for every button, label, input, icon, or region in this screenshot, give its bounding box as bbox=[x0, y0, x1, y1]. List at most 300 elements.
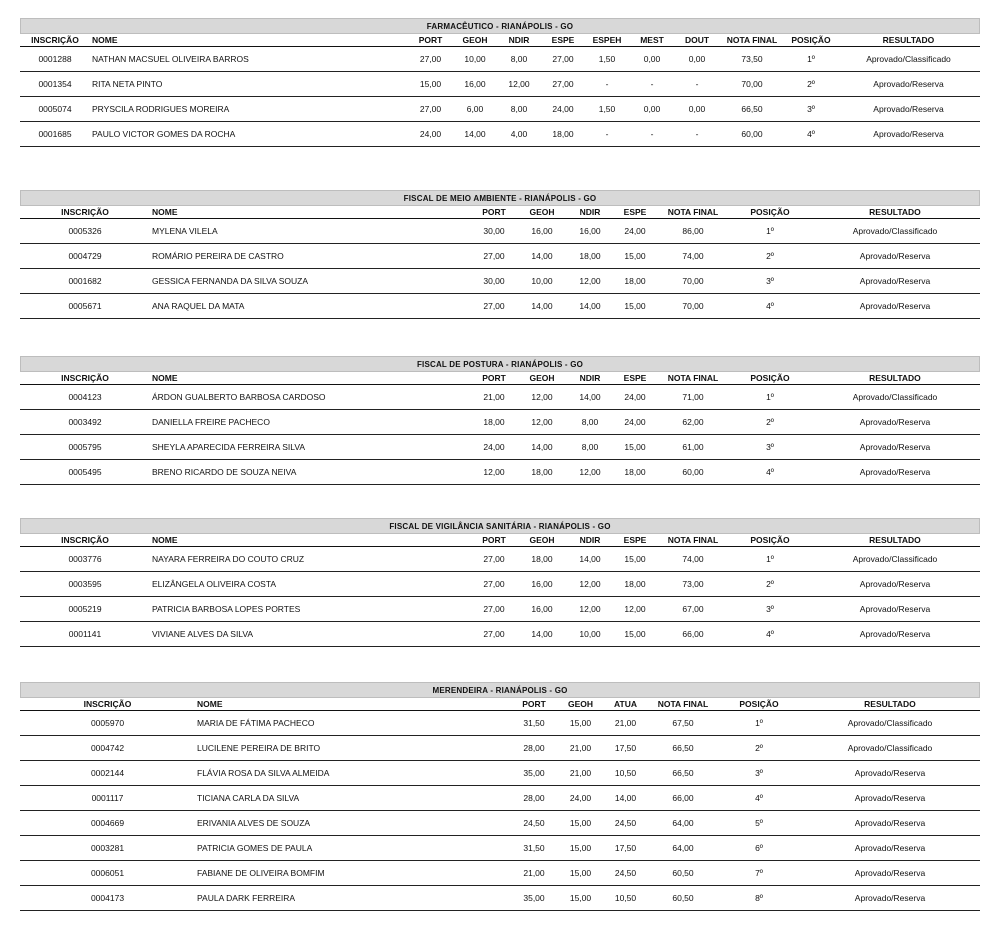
cell: 24,00 bbox=[614, 410, 656, 435]
column-header: INSCRIÇÃO bbox=[31, 35, 79, 45]
table-row bbox=[20, 97, 980, 122]
cell: PATRICIA BARBOSA LOPES PORTES bbox=[150, 597, 470, 622]
results-table bbox=[20, 206, 980, 319]
cell: Aprovado/Reserva bbox=[810, 294, 980, 319]
cell: 15,00 bbox=[614, 244, 656, 269]
cell: 12,00 bbox=[566, 460, 614, 485]
cell: FABIANE DE OLIVEIRA BOMFIM bbox=[195, 861, 510, 886]
cell: ELIZÂNGELA OLIVEIRA COSTA bbox=[150, 572, 470, 597]
column-header: PORT bbox=[522, 699, 546, 709]
cell: SHEYLA APARECIDA FERREIRA SILVA bbox=[150, 435, 470, 460]
cell: 5º bbox=[718, 811, 800, 836]
column-header: ESPE bbox=[623, 373, 647, 383]
cell: 31,50 bbox=[510, 711, 558, 736]
cell: 7º bbox=[718, 861, 800, 886]
cell: ERIVANIA ALVES DE SOUZA bbox=[195, 811, 510, 836]
cell: 0001141 bbox=[20, 622, 150, 647]
column-header: DOUT bbox=[684, 35, 710, 45]
table-row bbox=[20, 47, 980, 72]
cell: 0001682 bbox=[20, 269, 150, 294]
table-row bbox=[20, 294, 980, 319]
column-header: RESULTADO bbox=[869, 207, 921, 217]
column-header: ATUA bbox=[614, 699, 637, 709]
cell: 24,00 bbox=[614, 385, 656, 410]
cell: 0004729 bbox=[20, 244, 150, 269]
table-row bbox=[20, 547, 980, 572]
cell: 14,00 bbox=[566, 547, 614, 572]
cell: - bbox=[675, 122, 719, 147]
cell: 24,50 bbox=[603, 861, 648, 886]
cell: 14,00 bbox=[566, 385, 614, 410]
cell: Aprovado/Reserva bbox=[800, 836, 980, 861]
cell: Aprovado/Classificado bbox=[837, 47, 980, 72]
cell: MARIA DE FÁTIMA PACHECO bbox=[195, 711, 510, 736]
cell: 14,00 bbox=[518, 244, 566, 269]
cell: 10,00 bbox=[453, 47, 497, 72]
section-title: FISCAL DE VIGILÂNCIA SANITÁRIA - RIANÁPOLIS - GO bbox=[20, 518, 980, 534]
cell: MYLENA VILELA bbox=[150, 219, 470, 244]
cell: Aprovado/Reserva bbox=[810, 244, 980, 269]
cell: 0001685 bbox=[20, 122, 90, 147]
column-header: GEOH bbox=[567, 699, 594, 709]
cell: Aprovado/Classificado bbox=[800, 711, 980, 736]
cell: 0004123 bbox=[20, 385, 150, 410]
cell: 0001354 bbox=[20, 72, 90, 97]
cell: 66,50 bbox=[719, 97, 785, 122]
cell: 0003595 bbox=[20, 572, 150, 597]
cell: 14,00 bbox=[518, 435, 566, 460]
cell: VIVIANE ALVES DA SILVA bbox=[150, 622, 470, 647]
cell: 12,00 bbox=[566, 572, 614, 597]
cell: 0001117 bbox=[20, 786, 195, 811]
cell: 15,00 bbox=[558, 861, 603, 886]
cell: 15,00 bbox=[558, 836, 603, 861]
column-header: RESULTADO bbox=[864, 699, 916, 709]
section-fiscal-vigilancia-sanitaria bbox=[20, 518, 980, 647]
column-header: INSCRIÇÃO bbox=[83, 699, 132, 709]
cell: PRYSCILA RODRIGUES MOREIRA bbox=[90, 97, 408, 122]
cell: 15,00 bbox=[558, 886, 603, 911]
column-header: NDIR bbox=[508, 35, 530, 45]
cell: 67,50 bbox=[648, 711, 718, 736]
cell: 0005219 bbox=[20, 597, 150, 622]
table-header-row bbox=[20, 206, 980, 219]
column-header: PORT bbox=[482, 535, 506, 545]
cell: Aprovado/Reserva bbox=[800, 861, 980, 886]
cell: 6,00 bbox=[453, 97, 497, 122]
cell: 16,00 bbox=[518, 572, 566, 597]
cell: Aprovado/Reserva bbox=[810, 572, 980, 597]
cell: Aprovado/Reserva bbox=[800, 786, 980, 811]
column-header: NOME bbox=[92, 35, 118, 45]
cell: 8,00 bbox=[497, 97, 541, 122]
cell: Aprovado/Reserva bbox=[800, 811, 980, 836]
column-header: INSCRIÇÃO bbox=[61, 207, 109, 217]
cell: 73,00 bbox=[656, 572, 730, 597]
table-row bbox=[20, 435, 980, 460]
column-header: NOME bbox=[197, 699, 223, 709]
cell: 8º bbox=[718, 886, 800, 911]
cell: 62,00 bbox=[656, 410, 730, 435]
cell: 0005326 bbox=[20, 219, 150, 244]
cell: 8,00 bbox=[566, 435, 614, 460]
cell: 12,00 bbox=[470, 460, 518, 485]
cell: 1º bbox=[718, 711, 800, 736]
cell: 18,00 bbox=[614, 460, 656, 485]
section-fiscal-meio-ambiente bbox=[20, 190, 980, 319]
cell: FLÁVIA ROSA DA SILVA ALMEIDA bbox=[195, 761, 510, 786]
table-row bbox=[20, 244, 980, 269]
section-fiscal-postura bbox=[20, 356, 980, 485]
cell: 66,00 bbox=[648, 786, 718, 811]
cell: 1º bbox=[730, 219, 810, 244]
table-row bbox=[20, 269, 980, 294]
section-title: FISCAL DE MEIO AMBIENTE - RIANÁPOLIS - GO bbox=[20, 190, 980, 206]
cell: 27,00 bbox=[470, 622, 518, 647]
cell: 86,00 bbox=[656, 219, 730, 244]
column-header: RESULTADO bbox=[869, 535, 921, 545]
cell: 35,00 bbox=[510, 886, 558, 911]
cell: 31,50 bbox=[510, 836, 558, 861]
column-header: ESPE bbox=[551, 35, 575, 45]
cell: 1º bbox=[730, 547, 810, 572]
cell: 67,00 bbox=[656, 597, 730, 622]
column-header: GEOH bbox=[529, 373, 555, 383]
cell: 27,00 bbox=[470, 572, 518, 597]
cell: 3º bbox=[730, 597, 810, 622]
cell: Aprovado/Reserva bbox=[837, 97, 980, 122]
cell: 0003776 bbox=[20, 547, 150, 572]
cell: NAYARA FERREIRA DO COUTO CRUZ bbox=[150, 547, 470, 572]
cell: 8,00 bbox=[497, 47, 541, 72]
cell: Aprovado/Reserva bbox=[810, 410, 980, 435]
table-row bbox=[20, 836, 980, 861]
column-header: NOME bbox=[152, 373, 178, 383]
column-header: POSIÇÃO bbox=[750, 207, 790, 217]
cell: - bbox=[585, 72, 629, 97]
cell: 2º bbox=[730, 572, 810, 597]
cell: 60,00 bbox=[656, 460, 730, 485]
cell: 71,00 bbox=[656, 385, 730, 410]
cell: 0005970 bbox=[20, 711, 195, 736]
cell: 21,00 bbox=[603, 711, 648, 736]
column-header: GEOH bbox=[462, 35, 488, 45]
column-header: PORT bbox=[418, 35, 443, 45]
cell: 18,00 bbox=[518, 547, 566, 572]
results-table bbox=[20, 698, 980, 911]
cell: ROMÁRIO PEREIRA DE CASTRO bbox=[150, 244, 470, 269]
cell: 66,00 bbox=[656, 622, 730, 647]
cell: 27,00 bbox=[470, 244, 518, 269]
cell: 6º bbox=[718, 836, 800, 861]
table-row bbox=[20, 572, 980, 597]
cell: 12,00 bbox=[497, 72, 541, 97]
results-table bbox=[20, 34, 980, 147]
cell: 24,00 bbox=[470, 435, 518, 460]
cell: 0,00 bbox=[675, 97, 719, 122]
table-row bbox=[20, 460, 980, 485]
cell: 14,00 bbox=[603, 786, 648, 811]
cell: 74,00 bbox=[656, 547, 730, 572]
cell: 0,00 bbox=[629, 47, 675, 72]
column-header: NDIR bbox=[579, 535, 601, 545]
cell: LUCILENE PEREIRA DE BRITO bbox=[195, 736, 510, 761]
cell: 24,50 bbox=[603, 811, 648, 836]
table-row bbox=[20, 811, 980, 836]
column-header: INSCRIÇÃO bbox=[61, 535, 109, 545]
cell: 14,00 bbox=[453, 122, 497, 147]
section-title: FISCAL DE POSTURA - RIANÁPOLIS - GO bbox=[20, 356, 980, 372]
column-header: POSIÇÃO bbox=[739, 699, 779, 709]
column-header: NOTA FINAL bbox=[726, 35, 778, 45]
cell: 35,00 bbox=[510, 761, 558, 786]
cell: Aprovado/Classificado bbox=[800, 736, 980, 761]
cell: 3º bbox=[785, 97, 837, 122]
cell: 28,00 bbox=[510, 786, 558, 811]
cell: 0004669 bbox=[20, 811, 195, 836]
section-title: FARMACÊUTICO - RIANÁPOLIS - GO bbox=[20, 18, 980, 34]
cell: 18,00 bbox=[541, 122, 585, 147]
cell: 4º bbox=[785, 122, 837, 147]
cell: 15,00 bbox=[558, 711, 603, 736]
cell: 0005074 bbox=[20, 97, 90, 122]
column-header: ESPEH bbox=[592, 35, 622, 45]
cell: 21,00 bbox=[510, 861, 558, 886]
column-header: POSIÇÃO bbox=[750, 373, 790, 383]
cell: RITA NETA PINTO bbox=[90, 72, 408, 97]
column-header: ESPE bbox=[623, 207, 647, 217]
cell: 28,00 bbox=[510, 736, 558, 761]
cell: DANIELLA FREIRE PACHECO bbox=[150, 410, 470, 435]
cell: 0005795 bbox=[20, 435, 150, 460]
cell: 2º bbox=[730, 244, 810, 269]
cell: Aprovado/Reserva bbox=[837, 72, 980, 97]
cell: 27,00 bbox=[470, 547, 518, 572]
column-header: NDIR bbox=[579, 373, 601, 383]
cell: 0004742 bbox=[20, 736, 195, 761]
cell: 15,00 bbox=[614, 435, 656, 460]
cell: 27,00 bbox=[408, 47, 453, 72]
column-header: NOTA FINAL bbox=[667, 207, 719, 217]
cell: Aprovado/Reserva bbox=[837, 122, 980, 147]
cell: PAULO VICTOR GOMES DA ROCHA bbox=[90, 122, 408, 147]
cell: 70,00 bbox=[656, 269, 730, 294]
cell: GESSICA FERNANDA DA SILVA SOUZA bbox=[150, 269, 470, 294]
cell: 14,00 bbox=[566, 294, 614, 319]
cell: 12,00 bbox=[614, 597, 656, 622]
cell: 12,00 bbox=[566, 597, 614, 622]
cell: 64,00 bbox=[648, 811, 718, 836]
cell: 27,00 bbox=[470, 294, 518, 319]
cell: Aprovado/Reserva bbox=[800, 761, 980, 786]
cell: 0004173 bbox=[20, 886, 195, 911]
column-header: NOME bbox=[152, 207, 178, 217]
results-table bbox=[20, 372, 980, 485]
cell: 64,00 bbox=[648, 836, 718, 861]
cell: 1,50 bbox=[585, 47, 629, 72]
cell: Aprovado/Classificado bbox=[810, 385, 980, 410]
results-table bbox=[20, 534, 980, 647]
cell: 60,00 bbox=[719, 122, 785, 147]
section-title: MERENDEIRA - RIANÁPOLIS - GO bbox=[20, 682, 980, 698]
table-row bbox=[20, 736, 980, 761]
table-header-row bbox=[20, 372, 980, 385]
cell: ANA RAQUEL DA MATA bbox=[150, 294, 470, 319]
cell: 15,00 bbox=[408, 72, 453, 97]
cell: Aprovado/Classificado bbox=[810, 219, 980, 244]
cell: 15,00 bbox=[614, 547, 656, 572]
section-farmaceutico bbox=[20, 18, 980, 147]
cell: 60,50 bbox=[648, 861, 718, 886]
cell: 2º bbox=[730, 410, 810, 435]
column-header: PORT bbox=[482, 207, 506, 217]
cell: - bbox=[675, 72, 719, 97]
cell: 2º bbox=[785, 72, 837, 97]
cell: ÁRDON GUALBERTO BARBOSA CARDOSO bbox=[150, 385, 470, 410]
column-header: POSIÇÃO bbox=[791, 35, 831, 45]
cell: 0,00 bbox=[675, 47, 719, 72]
cell: 10,00 bbox=[518, 269, 566, 294]
cell: 73,50 bbox=[719, 47, 785, 72]
cell: Aprovado/Classificado bbox=[810, 547, 980, 572]
cell: 30,00 bbox=[470, 219, 518, 244]
cell: - bbox=[629, 122, 675, 147]
table-row bbox=[20, 622, 980, 647]
cell: 8,00 bbox=[566, 410, 614, 435]
column-header: POSIÇÃO bbox=[750, 535, 790, 545]
cell: 4º bbox=[730, 460, 810, 485]
cell: 0,00 bbox=[629, 97, 675, 122]
table-row bbox=[20, 410, 980, 435]
cell: 24,00 bbox=[558, 786, 603, 811]
cell: 14,00 bbox=[518, 622, 566, 647]
cell: 70,00 bbox=[656, 294, 730, 319]
cell: 18,00 bbox=[614, 572, 656, 597]
table-row bbox=[20, 861, 980, 886]
cell: 24,50 bbox=[510, 811, 558, 836]
table-header-row bbox=[20, 534, 980, 547]
column-header: INSCRIÇÃO bbox=[61, 373, 109, 383]
section-merendeira bbox=[20, 682, 980, 911]
cell: NATHAN MACSUEL OLIVEIRA BARROS bbox=[90, 47, 408, 72]
table-row bbox=[20, 122, 980, 147]
cell: 3º bbox=[730, 435, 810, 460]
cell: 10,00 bbox=[566, 622, 614, 647]
cell: 3º bbox=[718, 761, 800, 786]
cell: 14,00 bbox=[518, 294, 566, 319]
cell: 15,00 bbox=[614, 294, 656, 319]
table-row bbox=[20, 886, 980, 911]
cell: 1º bbox=[730, 385, 810, 410]
column-header: RESULTADO bbox=[882, 35, 935, 45]
cell: 12,00 bbox=[518, 385, 566, 410]
cell: 27,00 bbox=[470, 597, 518, 622]
column-header: ESPE bbox=[623, 535, 647, 545]
cell: TICIANA CARLA DA SILVA bbox=[195, 786, 510, 811]
cell: 21,00 bbox=[558, 761, 603, 786]
cell: 61,00 bbox=[656, 435, 730, 460]
cell: - bbox=[629, 72, 675, 97]
cell: 17,50 bbox=[603, 736, 648, 761]
table-row bbox=[20, 219, 980, 244]
cell: 3º bbox=[730, 269, 810, 294]
cell: 60,50 bbox=[648, 886, 718, 911]
cell: 16,00 bbox=[566, 219, 614, 244]
cell: 2º bbox=[718, 736, 800, 761]
cell: 24,00 bbox=[614, 219, 656, 244]
table-header-row bbox=[20, 34, 980, 47]
cell: Aprovado/Reserva bbox=[810, 622, 980, 647]
column-header: GEOH bbox=[529, 535, 555, 545]
column-header: PORT bbox=[482, 373, 506, 383]
column-header: GEOH bbox=[529, 207, 555, 217]
cell: 4º bbox=[730, 622, 810, 647]
cell: BRENO RICARDO DE SOUZA NEIVA bbox=[150, 460, 470, 485]
cell: Aprovado/Reserva bbox=[810, 460, 980, 485]
cell: 10,50 bbox=[603, 761, 648, 786]
cell: 70,00 bbox=[719, 72, 785, 97]
cell: Aprovado/Reserva bbox=[810, 597, 980, 622]
column-header: MEST bbox=[640, 35, 664, 45]
cell: 21,00 bbox=[558, 736, 603, 761]
cell: - bbox=[585, 122, 629, 147]
cell: 0005495 bbox=[20, 460, 150, 485]
table-row bbox=[20, 385, 980, 410]
cell: Aprovado/Reserva bbox=[810, 269, 980, 294]
cell: 18,00 bbox=[614, 269, 656, 294]
cell: 16,00 bbox=[518, 219, 566, 244]
cell: 24,00 bbox=[408, 122, 453, 147]
table-row bbox=[20, 761, 980, 786]
cell: 18,00 bbox=[518, 460, 566, 485]
cell: PAULA DARK FERREIRA bbox=[195, 886, 510, 911]
cell: 4º bbox=[730, 294, 810, 319]
cell: 1,50 bbox=[585, 97, 629, 122]
table-row bbox=[20, 597, 980, 622]
cell: 4,00 bbox=[497, 122, 541, 147]
cell: 27,00 bbox=[541, 47, 585, 72]
column-header: NOME bbox=[152, 535, 178, 545]
cell: 1º bbox=[785, 47, 837, 72]
table-row bbox=[20, 711, 980, 736]
cell: 27,00 bbox=[541, 72, 585, 97]
cell: 10,50 bbox=[603, 886, 648, 911]
cell: 24,00 bbox=[541, 97, 585, 122]
table-row bbox=[20, 72, 980, 97]
cell: 0006051 bbox=[20, 861, 195, 886]
cell: 16,00 bbox=[518, 597, 566, 622]
cell: 15,00 bbox=[614, 622, 656, 647]
column-header: NDIR bbox=[579, 207, 601, 217]
cell: 0003281 bbox=[20, 836, 195, 861]
table-row bbox=[20, 786, 980, 811]
cell: Aprovado/Reserva bbox=[800, 886, 980, 911]
cell: 4º bbox=[718, 786, 800, 811]
cell: 16,00 bbox=[453, 72, 497, 97]
cell: 12,00 bbox=[566, 269, 614, 294]
cell: 15,00 bbox=[558, 811, 603, 836]
table-header-row bbox=[20, 698, 980, 711]
cell: 18,00 bbox=[470, 410, 518, 435]
cell: Aprovado/Reserva bbox=[810, 435, 980, 460]
cell: 12,00 bbox=[518, 410, 566, 435]
cell: 66,50 bbox=[648, 736, 718, 761]
column-header: NOTA FINAL bbox=[667, 373, 719, 383]
cell: 30,00 bbox=[470, 269, 518, 294]
cell: 17,50 bbox=[603, 836, 648, 861]
column-header: RESULTADO bbox=[869, 373, 921, 383]
cell: 18,00 bbox=[566, 244, 614, 269]
